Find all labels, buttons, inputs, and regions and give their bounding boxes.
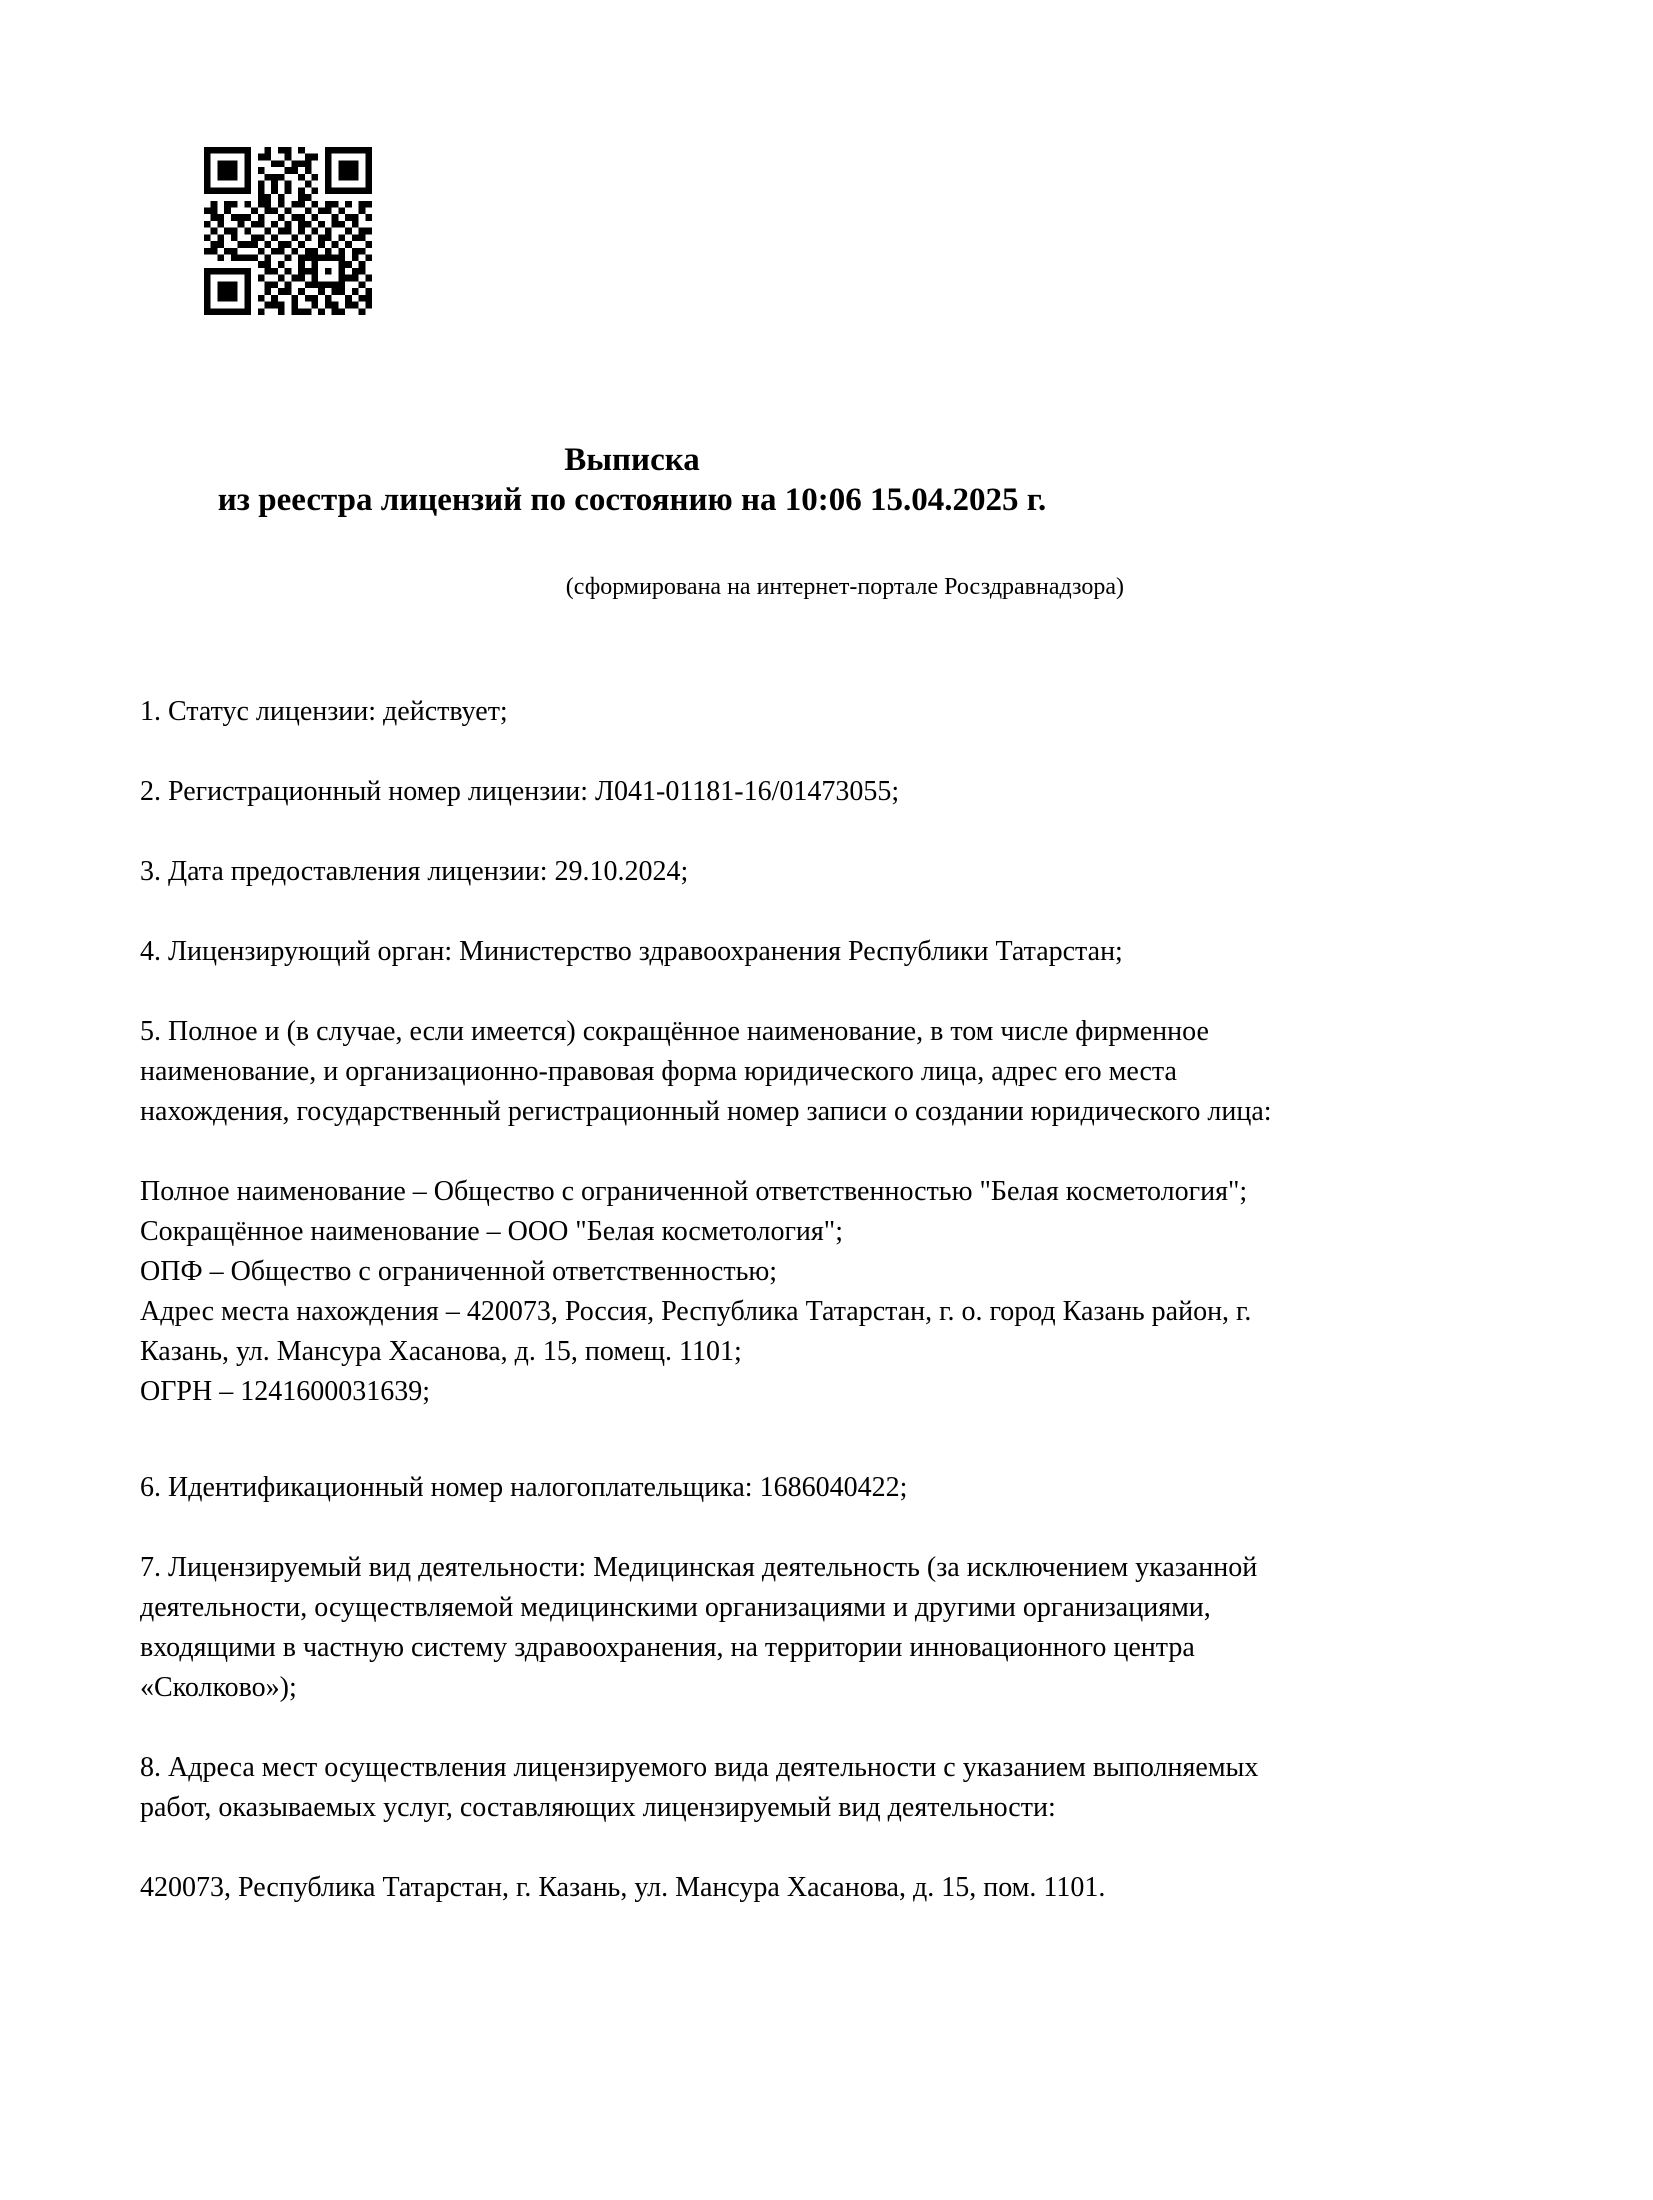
text-line: Адрес места нахождения – 420073, Россия, Республика Татарстан, г. о. город Казань район, г.	[140, 1296, 1252, 1327]
activity-address	[140, 1868, 1124, 1908]
item-5-name-and-address-heading	[140, 1012, 1272, 1132]
license-extract	[140, 440, 1272, 1908]
text-line: нахождения, государственный регистрационный номер записи о создании юридического лица:	[140, 1096, 1272, 1127]
item-1-license-status	[140, 692, 1124, 732]
organization-details	[140, 1172, 1252, 1412]
item-4-licensing-authority	[140, 932, 1124, 972]
text-line: ОПФ – Общество с ограниченной ответственностью;	[140, 1256, 778, 1287]
title-line-1: Выписка	[564, 442, 700, 478]
item-6-inn	[140, 1468, 1124, 1508]
title-line-2: из реестра лицензий по состоянию на 10:06 15.04.2025 г.	[217, 482, 1047, 518]
text-line: 6. Идентификационный номер налогоплательщика: 1686040422;	[140, 1472, 908, 1503]
text-line: 2. Регистрационный номер лицензии: Л041-01181-16/01473055;	[140, 776, 900, 807]
text-line: Казань, ул. Мансура Хасанова, д. 15, помещ. 1101;	[140, 1336, 742, 1367]
text-line: работ, оказываемых услуг, составляющих лицензируемый вид деятельности:	[140, 1792, 1056, 1823]
text-line: 420073, Республика Татарстан, г. Казань, ул. Мансура Хасанова, д. 15, пом. 1101.	[140, 1872, 1106, 1903]
text-line: входящими в частную систему здравоохранения, на территории инновационного центра	[140, 1632, 1195, 1663]
qr-code-icon	[204, 147, 372, 315]
text-line: Сокращённое наименование – ООО "Белая косметология";	[140, 1216, 843, 1247]
text-line: деятельности, осуществляемой медицинскими организациями и другими организациями,	[140, 1592, 1211, 1623]
document-body	[140, 692, 1272, 1908]
text-line: 7. Лицензируемый вид деятельности: Медицинская деятельность (за исключением указанной	[140, 1552, 1258, 1583]
text-line: «Сколково»);	[140, 1672, 297, 1703]
text-line: ОГРН – 1241600031639;	[140, 1376, 430, 1407]
text-line: 5. Полное и (в случае, если имеется) сокращённое наименование, в том числе фирменное	[140, 1016, 1209, 1047]
document-subtitle: (сформирована на интернет-портале Росздравнадзора)	[565, 574, 1124, 600]
text-line: наименование, и организационно-правовая форма юридического лица, адрес его места	[140, 1056, 1177, 1087]
text-line: 8. Адреса мест осуществления лицензируемого вида деятельности с указанием выполняемых	[140, 1752, 1259, 1783]
text-line: Полное наименование – Общество с ограниченной ответственностью "Белая косметология";	[140, 1176, 1248, 1207]
text-line: 4. Лицензирующий орган: Министерство здравоохранения Республики Татарстан;	[140, 936, 1123, 967]
text-line: 1. Статус лицензии: действует;	[140, 696, 508, 727]
item-8-activity-addresses-heading	[140, 1748, 1259, 1828]
text-line: 3. Дата предоставления лицензии: 29.10.2024;	[140, 856, 689, 887]
item-3-grant-date	[140, 852, 1124, 892]
document-title	[140, 440, 1124, 520]
item-2-registration-number	[140, 772, 1124, 812]
item-7-licensed-activity	[140, 1548, 1258, 1708]
